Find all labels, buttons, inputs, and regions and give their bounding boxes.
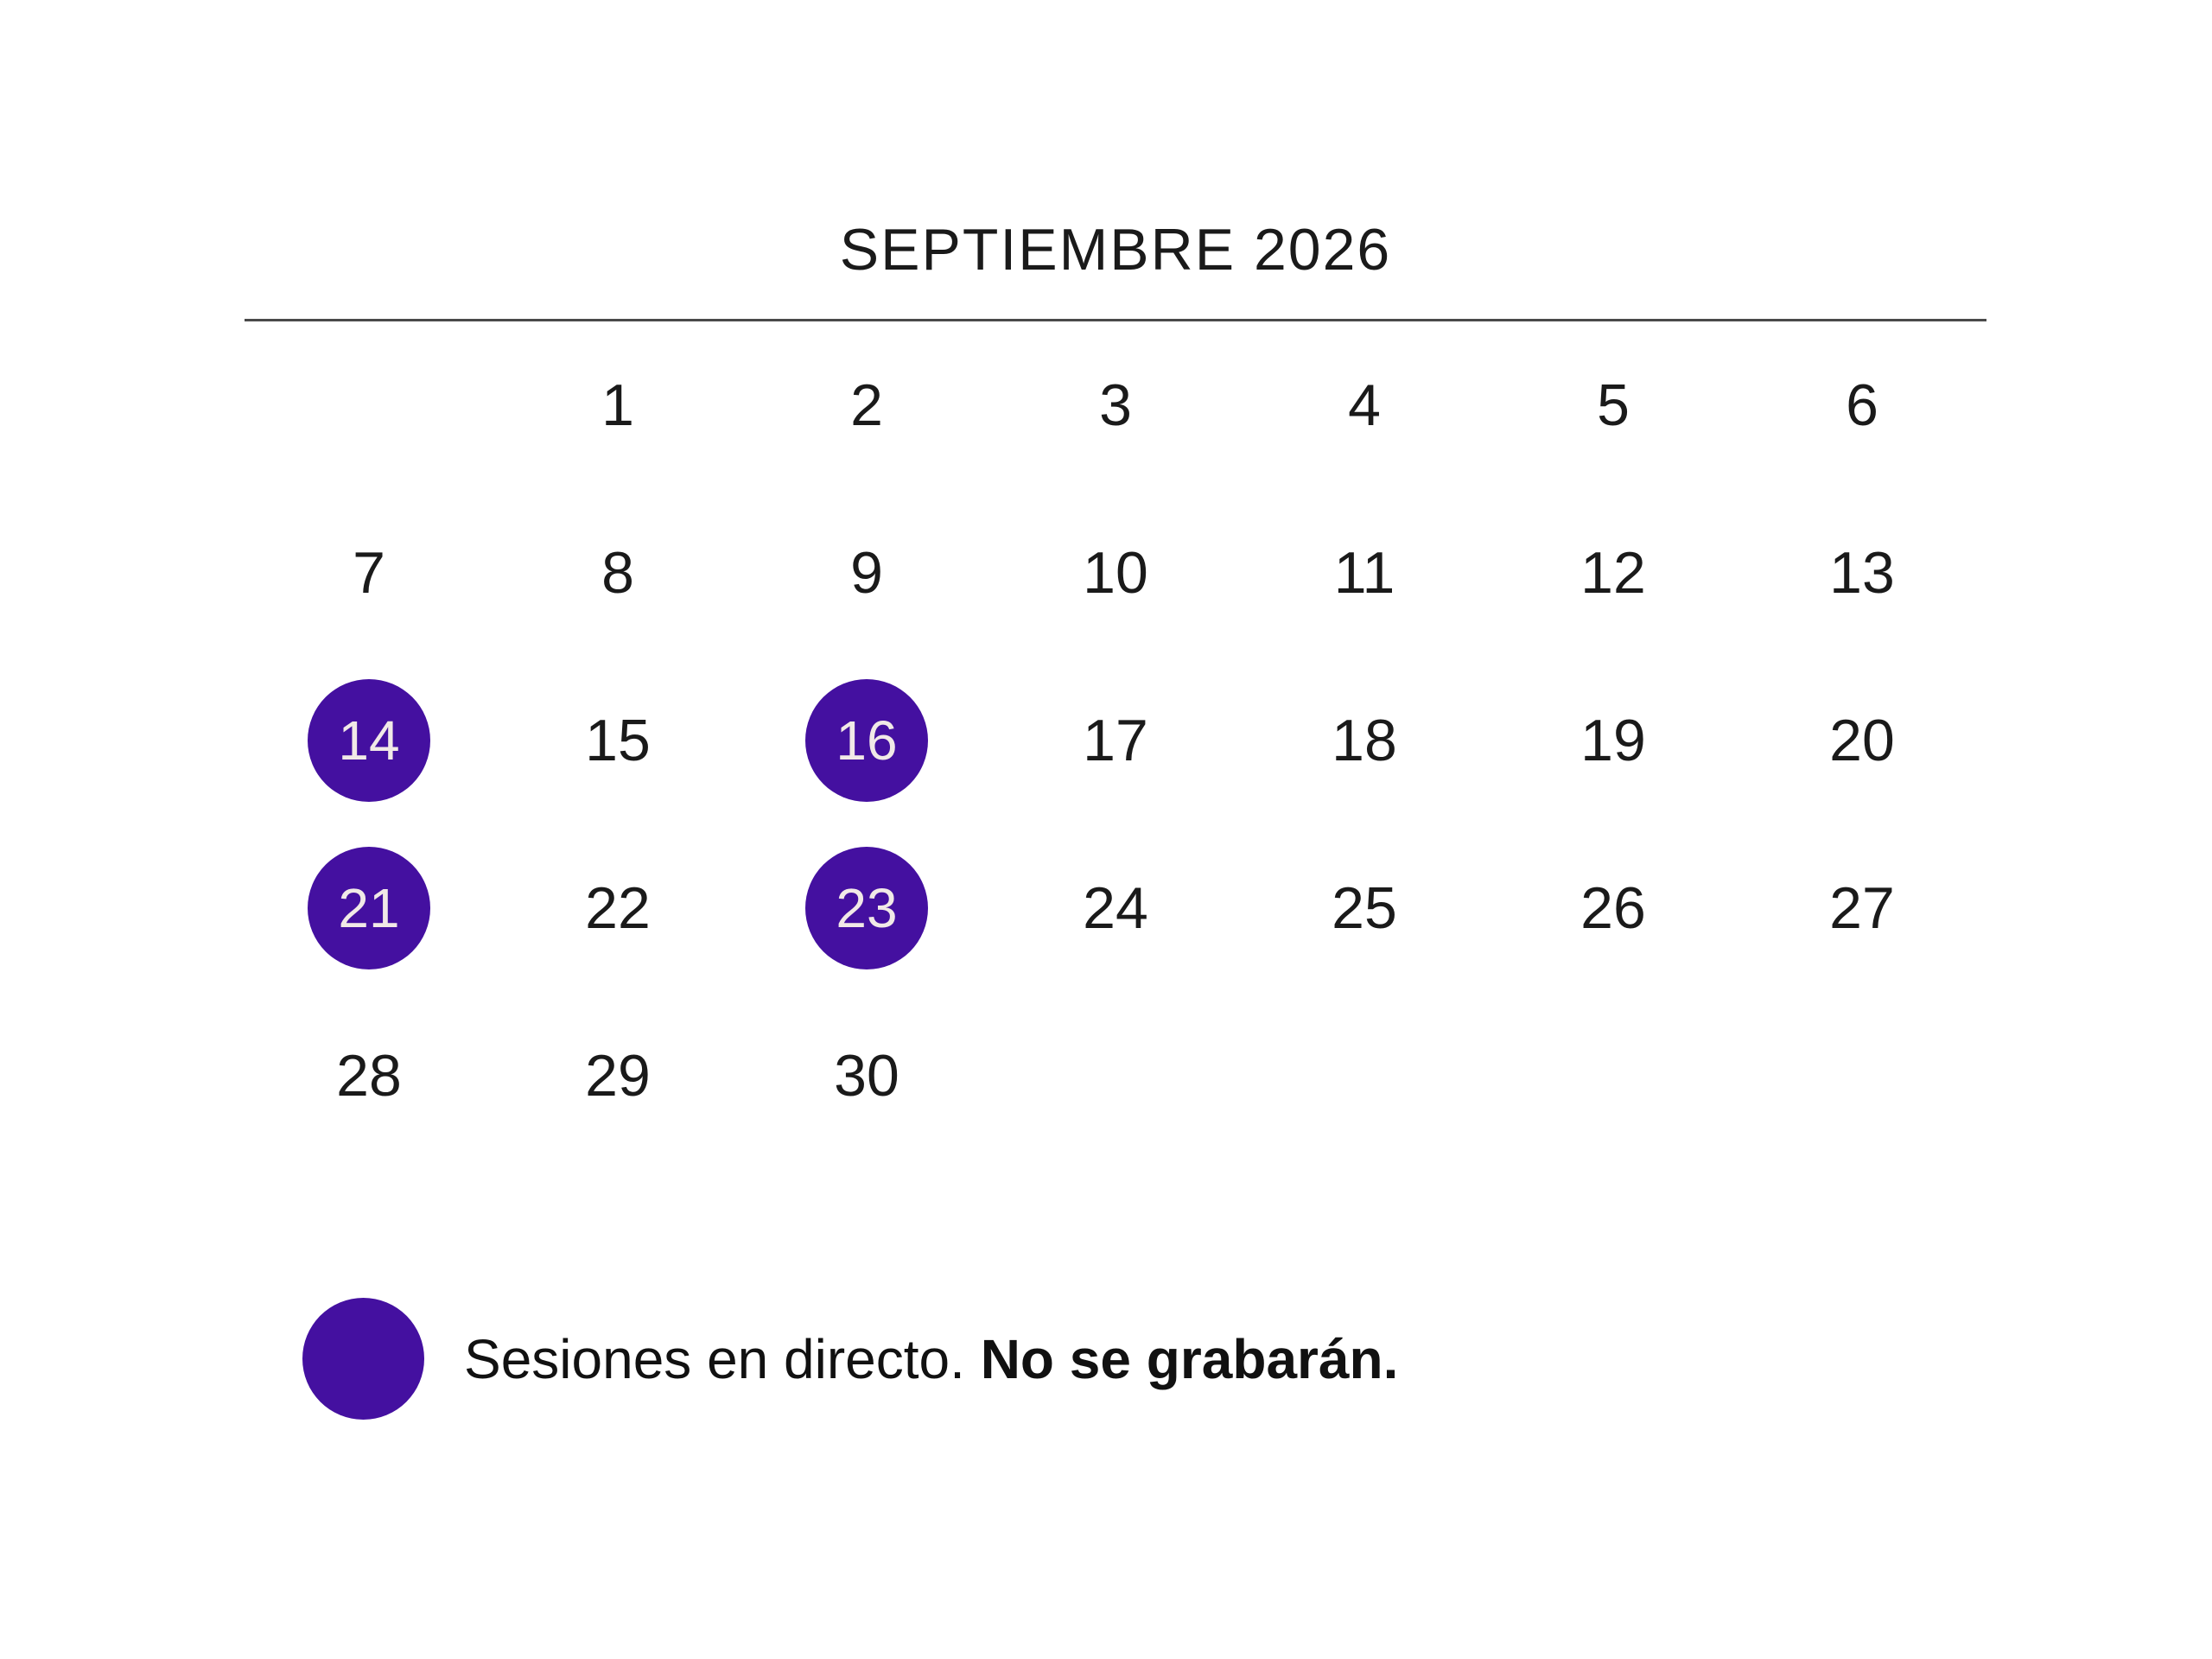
day-number: 22 bbox=[585, 875, 651, 941]
day-number: 3 bbox=[1099, 372, 1132, 438]
day-cell-18 bbox=[1240, 657, 1489, 824]
live-session-day: 21 bbox=[308, 847, 430, 969]
day-number: 12 bbox=[1580, 540, 1646, 606]
legend-text bbox=[464, 1327, 1398, 1391]
day-cell-28 bbox=[245, 992, 493, 1160]
day-number: 4 bbox=[1348, 372, 1381, 438]
day-cell-8 bbox=[493, 489, 742, 657]
day-cell-1 bbox=[493, 321, 742, 489]
day-cell-empty bbox=[1738, 992, 1986, 1160]
day-cell-19 bbox=[1489, 657, 1738, 824]
day-number: 18 bbox=[1332, 708, 1397, 773]
day-cell-empty bbox=[245, 321, 493, 489]
live-session-day: 16 bbox=[805, 679, 928, 802]
day-number: 13 bbox=[1829, 540, 1895, 606]
live-session-legend-icon bbox=[302, 1298, 424, 1420]
day-cell-21 bbox=[245, 824, 493, 992]
day-cell-6 bbox=[1738, 321, 1986, 489]
day-cell-7 bbox=[245, 489, 493, 657]
day-number: 17 bbox=[1083, 708, 1148, 773]
day-cell-4 bbox=[1240, 321, 1489, 489]
live-session-day: 23 bbox=[805, 847, 928, 969]
day-number: 6 bbox=[1846, 372, 1878, 438]
day-number: 28 bbox=[336, 1043, 402, 1109]
day-cell-17 bbox=[991, 657, 1240, 824]
day-cell-3 bbox=[991, 321, 1240, 489]
day-number: 27 bbox=[1829, 875, 1895, 941]
day-cell-11 bbox=[1240, 489, 1489, 657]
legend bbox=[302, 1298, 1398, 1420]
day-cell-16 bbox=[742, 657, 991, 824]
day-number: 26 bbox=[1580, 875, 1646, 941]
day-number: 19 bbox=[1580, 708, 1646, 773]
day-cell-20 bbox=[1738, 657, 1986, 824]
day-cell-empty bbox=[1489, 992, 1738, 1160]
day-cell-25 bbox=[1240, 824, 1489, 992]
day-cell-15 bbox=[493, 657, 742, 824]
day-number: 2 bbox=[850, 372, 883, 438]
day-cell-12 bbox=[1489, 489, 1738, 657]
day-number: 20 bbox=[1829, 708, 1895, 773]
day-number: 15 bbox=[585, 708, 651, 773]
legend-text-bold: No se grabarán. bbox=[980, 1327, 1399, 1390]
day-cell-empty bbox=[991, 992, 1240, 1160]
day-cell-24 bbox=[991, 824, 1240, 992]
day-cell-5 bbox=[1489, 321, 1738, 489]
day-number: 11 bbox=[1333, 540, 1395, 606]
day-cell-empty bbox=[1240, 992, 1489, 1160]
day-number: 8 bbox=[601, 540, 634, 606]
live-session-day: 14 bbox=[308, 679, 430, 802]
day-number: 30 bbox=[834, 1043, 899, 1109]
day-number: 29 bbox=[585, 1043, 651, 1109]
day-cell-2 bbox=[742, 321, 991, 489]
day-cell-14 bbox=[245, 657, 493, 824]
day-cell-23 bbox=[742, 824, 991, 992]
day-number: 25 bbox=[1332, 875, 1397, 941]
day-number: 5 bbox=[1597, 372, 1630, 438]
day-cell-22 bbox=[493, 824, 742, 992]
day-number: 10 bbox=[1083, 540, 1148, 606]
day-cell-27 bbox=[1738, 824, 1986, 992]
calendar-month-title: SEPTIEMBRE 2026 bbox=[839, 217, 1392, 283]
day-cell-13 bbox=[1738, 489, 1986, 657]
day-cell-30 bbox=[742, 992, 991, 1160]
day-cell-26 bbox=[1489, 824, 1738, 992]
day-cell-29 bbox=[493, 992, 742, 1160]
day-cell-9 bbox=[742, 489, 991, 657]
day-number: 24 bbox=[1083, 875, 1148, 941]
day-number: 1 bbox=[601, 372, 634, 438]
legend-text-regular: Sesiones en directo. bbox=[464, 1327, 981, 1390]
day-cell-10 bbox=[991, 489, 1240, 657]
day-number: 7 bbox=[353, 540, 385, 606]
day-number: 9 bbox=[850, 540, 883, 606]
calendar-grid bbox=[245, 321, 1986, 1160]
